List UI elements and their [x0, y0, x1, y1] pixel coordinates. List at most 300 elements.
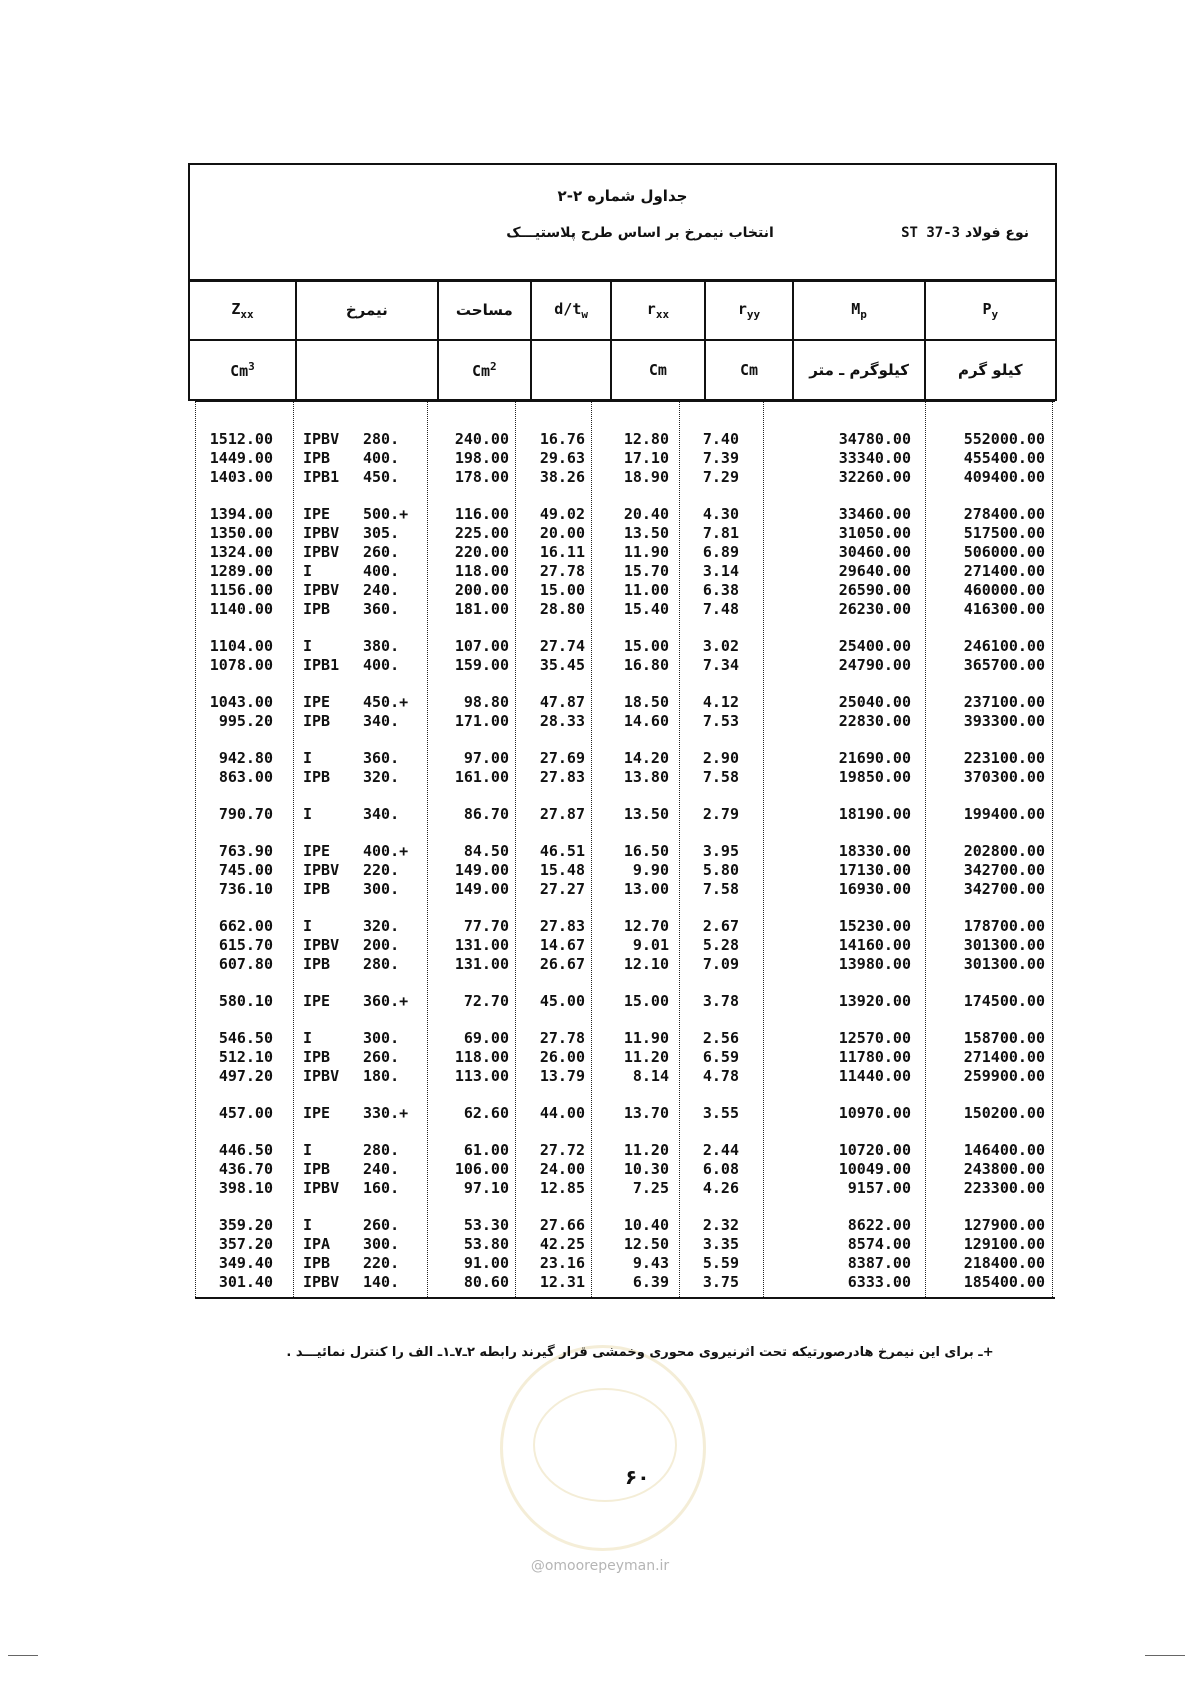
d-tw-cell: 16.11	[539, 543, 585, 561]
ryy-cell: 3.14	[702, 562, 739, 580]
data-table	[195, 400, 1055, 1299]
area-cell: 131.00	[454, 936, 509, 954]
area-cell: 181.00	[454, 600, 509, 618]
profile-type-cell: IPB	[303, 880, 331, 898]
header-mp: $M_p$	[793, 280, 924, 340]
rxx-cell: 15.70	[623, 562, 669, 580]
area-cell: 198.00	[454, 449, 509, 467]
profile-size-cell: 300.	[363, 1029, 400, 1047]
table-row	[195, 693, 1055, 712]
py-cell: 185400.00	[963, 1273, 1045, 1291]
py-cell: 409400.00	[963, 468, 1045, 486]
profile-size-cell: 400.	[363, 656, 400, 674]
profile-size-cell: 280.	[363, 955, 400, 973]
py-cell: 342700.00	[963, 880, 1045, 898]
d-tw-cell: 49.02	[539, 505, 585, 523]
mp-cell: 22830.00	[838, 712, 911, 730]
footnote: +ـ برای این نیمرخ هادرصورتیکه تحت اثرنیروی محوری وخمشی قرار گیرند رابطه ۲ـ۷ـ۱ـ الف را کنترل نمائیـــد .	[286, 1345, 994, 1360]
ryy-cell: 4.26	[702, 1179, 739, 1197]
table-row	[195, 562, 1055, 581]
d-tw-cell: 44.00	[539, 1104, 585, 1122]
d-tw-cell: 26.00	[539, 1048, 585, 1066]
rxx-cell: 12.70	[623, 917, 669, 935]
table-row	[195, 468, 1055, 487]
rxx-cell: 15.00	[623, 637, 669, 655]
mp-cell: 8387.00	[847, 1254, 911, 1272]
mp-cell: 34780.00	[838, 430, 911, 448]
profile-type-cell: IPB	[303, 449, 331, 467]
mp-cell: 21690.00	[838, 749, 911, 767]
area-cell: 69.00	[463, 1029, 509, 1047]
py-cell: 455400.00	[963, 449, 1045, 467]
rxx-cell: 12.80	[623, 430, 669, 448]
ryy-cell: 6.59	[702, 1048, 739, 1066]
d-tw-cell: 28.80	[539, 600, 585, 618]
table-row	[195, 524, 1055, 543]
mp-cell: 14160.00	[838, 936, 911, 954]
column-header-table	[188, 279, 1057, 401]
rxx-cell: 15.40	[623, 600, 669, 618]
py-cell: 150200.00	[963, 1104, 1045, 1122]
header-profile: نیمرخ	[296, 280, 438, 340]
mp-cell: 31050.00	[838, 524, 911, 542]
py-cell: 127900.00	[963, 1216, 1045, 1234]
profile-size-cell: 220.	[363, 1254, 400, 1272]
mp-cell: 25400.00	[838, 637, 911, 655]
ryy-cell: 5.80	[702, 861, 739, 879]
zxx-cell: 607.80	[218, 955, 273, 973]
table-row	[195, 955, 1055, 974]
area-cell: 107.00	[454, 637, 509, 655]
profile-size-cell: 160.	[363, 1179, 400, 1197]
area-cell: 80.60	[463, 1273, 509, 1291]
d-tw-cell: 27.27	[539, 880, 585, 898]
profile-size-cell: 260.	[363, 543, 400, 561]
area-cell: 106.00	[454, 1160, 509, 1178]
area-cell: 225.00	[454, 524, 509, 542]
d-tw-cell: 42.25	[539, 1235, 585, 1253]
zxx-cell: 497.20	[218, 1067, 273, 1085]
py-cell: 393300.00	[963, 712, 1045, 730]
profile-size-cell: 330.+	[363, 1104, 409, 1122]
d-tw-cell: 27.66	[539, 1216, 585, 1234]
area-cell: 62.60	[463, 1104, 509, 1122]
ryy-cell: 7.40	[702, 430, 739, 448]
rxx-cell: 11.90	[623, 543, 669, 561]
header-zxx: $Z_{xx}$	[189, 280, 296, 340]
unit-rxx: Cm	[611, 340, 704, 400]
mp-cell: 6333.00	[847, 1273, 911, 1291]
ryy-cell: 3.75	[702, 1273, 739, 1291]
py-cell: 243800.00	[963, 1160, 1045, 1178]
zxx-cell: 1324.00	[209, 543, 273, 561]
py-cell: 223300.00	[963, 1179, 1045, 1197]
profile-type-cell: IPE	[303, 505, 331, 523]
area-cell: 220.00	[454, 543, 509, 561]
d-tw-cell: 20.00	[539, 524, 585, 542]
profile-type-cell: IPBV	[303, 581, 340, 599]
py-cell: 460000.00	[963, 581, 1045, 599]
rxx-cell: 15.00	[623, 992, 669, 1010]
profile-size-cell: 180.	[363, 1067, 400, 1085]
table-row	[195, 1160, 1055, 1179]
profile-type-cell: IPB	[303, 1048, 331, 1066]
watermark-seal	[500, 1345, 706, 1551]
table-row	[195, 1273, 1055, 1292]
ryy-cell: 2.44	[702, 1141, 739, 1159]
d-tw-cell: 14.67	[539, 936, 585, 954]
mp-cell: 32260.00	[838, 468, 911, 486]
zxx-cell: 398.10	[218, 1179, 273, 1197]
profile-size-cell: 400.	[363, 562, 400, 580]
ryy-cell: 2.67	[702, 917, 739, 935]
rxx-cell: 13.80	[623, 768, 669, 786]
table-subtitle: انتخاب نیمرخ بر اساس طرح پلاستیـــک	[506, 225, 774, 241]
d-tw-cell: 35.45	[539, 656, 585, 674]
py-cell: 246100.00	[963, 637, 1045, 655]
header-rxx: $r_{xx}$	[611, 280, 704, 340]
profile-size-cell: 300.	[363, 880, 400, 898]
profile-size-cell: 200.	[363, 936, 400, 954]
rxx-cell: 11.90	[623, 1029, 669, 1047]
table-frame	[188, 163, 1057, 380]
profile-size-cell: 240.	[363, 581, 400, 599]
profile-size-cell: 500.+	[363, 505, 409, 523]
area-cell: 86.70	[463, 805, 509, 823]
rxx-cell: 12.50	[623, 1235, 669, 1253]
mp-cell: 24790.00	[838, 656, 911, 674]
profile-size-cell: 400.+	[363, 842, 409, 860]
scan-edge-mark	[8, 1655, 38, 1656]
d-tw-cell: 45.00	[539, 992, 585, 1010]
profile-type-cell: IPB1	[303, 468, 340, 486]
steel-type-value: ST 37-3	[901, 225, 961, 241]
area-cell: 171.00	[454, 712, 509, 730]
profile-type-cell: IPB	[303, 600, 331, 618]
profile-type-cell: I	[303, 562, 313, 580]
profile-type-cell: IPB	[303, 768, 331, 786]
rxx-cell: 13.00	[623, 880, 669, 898]
ryy-cell: 2.90	[702, 749, 739, 767]
py-cell: 278400.00	[963, 505, 1045, 523]
header-py: $P_y$	[925, 280, 1056, 340]
ryy-cell: 7.81	[702, 524, 739, 542]
ryy-cell: 2.79	[702, 805, 739, 823]
table-row	[195, 1104, 1055, 1123]
d-tw-cell: 27.72	[539, 1141, 585, 1159]
ryy-cell: 7.39	[702, 449, 739, 467]
d-tw-cell: 27.83	[539, 768, 585, 786]
d-tw-cell: 27.83	[539, 917, 585, 935]
mp-cell: 10970.00	[838, 1104, 911, 1122]
zxx-cell: 1140.00	[209, 600, 273, 618]
py-cell: 178700.00	[963, 917, 1045, 935]
area-cell: 98.80	[463, 693, 509, 711]
table-row	[195, 712, 1055, 731]
profile-type-cell: IPBV	[303, 1067, 340, 1085]
profile-type-cell: IPBV	[303, 861, 340, 879]
zxx-cell: 1449.00	[209, 449, 273, 467]
zxx-cell: 942.80	[218, 749, 273, 767]
d-tw-cell: 12.31	[539, 1273, 585, 1291]
zxx-cell: 1350.00	[209, 524, 273, 542]
area-cell: 178.00	[454, 468, 509, 486]
header-ryy: $r_{yy}$	[705, 280, 794, 340]
ryy-cell: 6.89	[702, 543, 739, 561]
profile-type-cell: IPB	[303, 1160, 331, 1178]
mp-cell: 16930.00	[838, 880, 911, 898]
py-cell: 506000.00	[963, 543, 1045, 561]
area-cell: 113.00	[454, 1067, 509, 1085]
py-cell: 365700.00	[963, 656, 1045, 674]
profile-size-cell: 340.	[363, 712, 400, 730]
table-row	[195, 1067, 1055, 1086]
zxx-cell: 512.10	[218, 1048, 273, 1066]
area-cell: 61.00	[463, 1141, 509, 1159]
table-row	[195, 637, 1055, 656]
d-tw-cell: 38.26	[539, 468, 585, 486]
zxx-cell: 615.70	[218, 936, 273, 954]
zxx-cell: 662.00	[218, 917, 273, 935]
rxx-cell: 9.01	[632, 936, 669, 954]
py-cell: 301300.00	[963, 936, 1045, 954]
table-row	[195, 749, 1055, 768]
zxx-cell: 359.20	[218, 1216, 273, 1234]
area-cell: 97.00	[463, 749, 509, 767]
profile-type-cell: IPBV	[303, 543, 340, 561]
py-cell: 223100.00	[963, 749, 1045, 767]
mp-cell: 33340.00	[838, 449, 911, 467]
mp-cell: 30460.00	[838, 543, 911, 561]
table-row	[195, 600, 1055, 619]
profile-type-cell: IPB	[303, 712, 331, 730]
ryy-cell: 3.95	[702, 842, 739, 860]
header-d-tw: $d/t_w$	[531, 280, 611, 340]
mp-cell: 8622.00	[847, 1216, 911, 1234]
rxx-cell: 9.90	[632, 861, 669, 879]
ryy-cell: 6.38	[702, 581, 739, 599]
mp-cell: 17130.00	[838, 861, 911, 879]
d-tw-cell: 15.00	[539, 581, 585, 599]
profile-type-cell: IPB	[303, 955, 331, 973]
zxx-cell: 446.50	[218, 1141, 273, 1159]
zxx-cell: 995.20	[218, 712, 273, 730]
mp-cell: 11780.00	[838, 1048, 911, 1066]
unit-zxx: Cm$^3$	[189, 340, 296, 400]
steel-type	[901, 225, 1029, 241]
rxx-cell: 16.50	[623, 842, 669, 860]
zxx-cell: 349.40	[218, 1254, 273, 1272]
table-row	[195, 656, 1055, 675]
rxx-cell: 18.90	[623, 468, 669, 486]
profile-type-cell: IPB1	[303, 656, 340, 674]
area-cell: 97.10	[463, 1179, 509, 1197]
profile-size-cell: 450.+	[363, 693, 409, 711]
area-cell: 116.00	[454, 505, 509, 523]
page-number: ۶۰	[625, 1465, 650, 1489]
table-row	[195, 992, 1055, 1011]
profile-type-cell: I	[303, 805, 313, 823]
zxx-cell: 357.20	[218, 1235, 273, 1253]
unit-d-tw	[531, 340, 611, 400]
profile-size-cell: 400.	[363, 449, 400, 467]
ryy-cell: 4.78	[702, 1067, 739, 1085]
zxx-cell: 1512.00	[209, 430, 273, 448]
ryy-cell: 2.32	[702, 1216, 739, 1234]
mp-cell: 18330.00	[838, 842, 911, 860]
d-tw-cell: 47.87	[539, 693, 585, 711]
mp-cell: 26230.00	[838, 600, 911, 618]
d-tw-cell: 13.79	[539, 1067, 585, 1085]
unit-py: کیلو گرم	[925, 340, 1056, 400]
zxx-cell: 301.40	[218, 1273, 273, 1291]
py-cell: 271400.00	[963, 562, 1045, 580]
d-tw-cell: 27.69	[539, 749, 585, 767]
profile-type-cell: I	[303, 917, 313, 935]
rxx-cell: 9.43	[632, 1254, 669, 1272]
profile-type-cell: IPBV	[303, 430, 340, 448]
table-row	[195, 1254, 1055, 1273]
mp-cell: 8574.00	[847, 1235, 911, 1253]
profile-size-cell: 280.	[363, 1141, 400, 1159]
mp-cell: 19850.00	[838, 768, 911, 786]
mp-cell: 15230.00	[838, 917, 911, 935]
rxx-cell: 17.10	[623, 449, 669, 467]
d-tw-cell: 16.76	[539, 430, 585, 448]
zxx-cell: 1403.00	[209, 468, 273, 486]
zxx-cell: 457.00	[218, 1104, 273, 1122]
table-row	[195, 505, 1055, 524]
area-cell: 72.70	[463, 992, 509, 1010]
ryy-cell: 7.29	[702, 468, 739, 486]
py-cell: 271400.00	[963, 1048, 1045, 1066]
mp-cell: 18190.00	[838, 805, 911, 823]
scan-edge-mark	[1145, 1655, 1185, 1656]
profile-type-cell: IPE	[303, 1104, 331, 1122]
py-cell: 517500.00	[963, 524, 1045, 542]
profile-type-cell: IPE	[303, 842, 331, 860]
d-tw-cell: 46.51	[539, 842, 585, 860]
unit-ryy: Cm	[705, 340, 794, 400]
table-row	[195, 1141, 1055, 1160]
d-tw-cell: 15.48	[539, 861, 585, 879]
table-title: جداول شماره ۲-۲	[557, 187, 688, 205]
ryy-cell: 2.56	[702, 1029, 739, 1047]
area-cell: 53.80	[463, 1235, 509, 1253]
mp-cell: 33460.00	[838, 505, 911, 523]
rxx-cell: 14.20	[623, 749, 669, 767]
profile-size-cell: 300.	[363, 1235, 400, 1253]
rxx-cell: 10.40	[623, 1216, 669, 1234]
py-cell: 146400.00	[963, 1141, 1045, 1159]
rxx-cell: 11.00	[623, 581, 669, 599]
area-cell: 159.00	[454, 656, 509, 674]
mp-cell: 13920.00	[838, 992, 911, 1010]
table-row	[195, 1029, 1055, 1048]
zxx-cell: 790.70	[218, 805, 273, 823]
area-cell: 77.70	[463, 917, 509, 935]
zxx-cell: 1078.00	[209, 656, 273, 674]
ryy-cell: 4.12	[702, 693, 739, 711]
profile-type-cell: IPBV	[303, 524, 340, 542]
area-cell: 149.00	[454, 861, 509, 879]
ryy-cell: 7.58	[702, 768, 739, 786]
mp-cell: 29640.00	[838, 562, 911, 580]
py-cell: 301300.00	[963, 955, 1045, 973]
py-cell: 174500.00	[963, 992, 1045, 1010]
table-row	[195, 1048, 1055, 1067]
rxx-cell: 10.30	[623, 1160, 669, 1178]
table-row	[195, 1179, 1055, 1198]
table-row	[195, 581, 1055, 600]
rxx-cell: 11.20	[623, 1048, 669, 1066]
area-cell: 200.00	[454, 581, 509, 599]
table-row	[195, 1235, 1055, 1254]
area-cell: 149.00	[454, 880, 509, 898]
rxx-cell: 12.10	[623, 955, 669, 973]
profile-size-cell: 305.	[363, 524, 400, 542]
d-tw-cell: 26.67	[539, 955, 585, 973]
zxx-cell: 1289.00	[209, 562, 273, 580]
zxx-cell: 745.00	[218, 861, 273, 879]
ryy-cell: 7.34	[702, 656, 739, 674]
header-area: مساحت	[438, 280, 531, 340]
d-tw-cell: 27.78	[539, 1029, 585, 1047]
area-cell: 84.50	[463, 842, 509, 860]
rxx-cell: 20.40	[623, 505, 669, 523]
zxx-cell: 736.10	[218, 880, 273, 898]
profile-size-cell: 360.+	[363, 992, 409, 1010]
mp-cell: 13980.00	[838, 955, 911, 973]
table-row	[195, 861, 1055, 880]
ryy-cell: 7.48	[702, 600, 739, 618]
profile-type-cell: IPB	[303, 1254, 331, 1272]
mp-cell: 12570.00	[838, 1029, 911, 1047]
profile-type-cell: I	[303, 1216, 313, 1234]
py-cell: 199400.00	[963, 805, 1045, 823]
profile-size-cell: 340.	[363, 805, 400, 823]
data-rows	[195, 430, 1055, 1292]
zxx-cell: 1394.00	[209, 505, 273, 523]
table-row	[195, 768, 1055, 787]
ryy-cell: 4.30	[702, 505, 739, 523]
py-cell: 342700.00	[963, 861, 1045, 879]
d-tw-cell: 23.16	[539, 1254, 585, 1272]
zxx-cell: 1104.00	[209, 637, 273, 655]
profile-size-cell: 260.	[363, 1216, 400, 1234]
area-cell: 118.00	[454, 562, 509, 580]
steel-type-label: نوع فولاد	[964, 225, 1029, 241]
py-cell: 218400.00	[963, 1254, 1045, 1272]
ryy-cell: 6.08	[702, 1160, 739, 1178]
profile-type-cell: I	[303, 637, 313, 655]
py-cell: 370300.00	[963, 768, 1045, 786]
unit-profile	[296, 340, 438, 400]
rxx-cell: 16.80	[623, 656, 669, 674]
table-row	[195, 805, 1055, 824]
ryy-cell: 7.53	[702, 712, 739, 730]
rxx-cell: 18.50	[623, 693, 669, 711]
ryy-cell: 3.78	[702, 992, 739, 1010]
table-row	[195, 543, 1055, 562]
d-tw-cell: 28.33	[539, 712, 585, 730]
ryy-cell: 3.02	[702, 637, 739, 655]
rxx-cell: 8.14	[632, 1067, 669, 1085]
zxx-cell: 1043.00	[209, 693, 273, 711]
d-tw-cell: 29.63	[539, 449, 585, 467]
profile-size-cell: 380.	[363, 637, 400, 655]
profile-size-cell: 450.	[363, 468, 400, 486]
